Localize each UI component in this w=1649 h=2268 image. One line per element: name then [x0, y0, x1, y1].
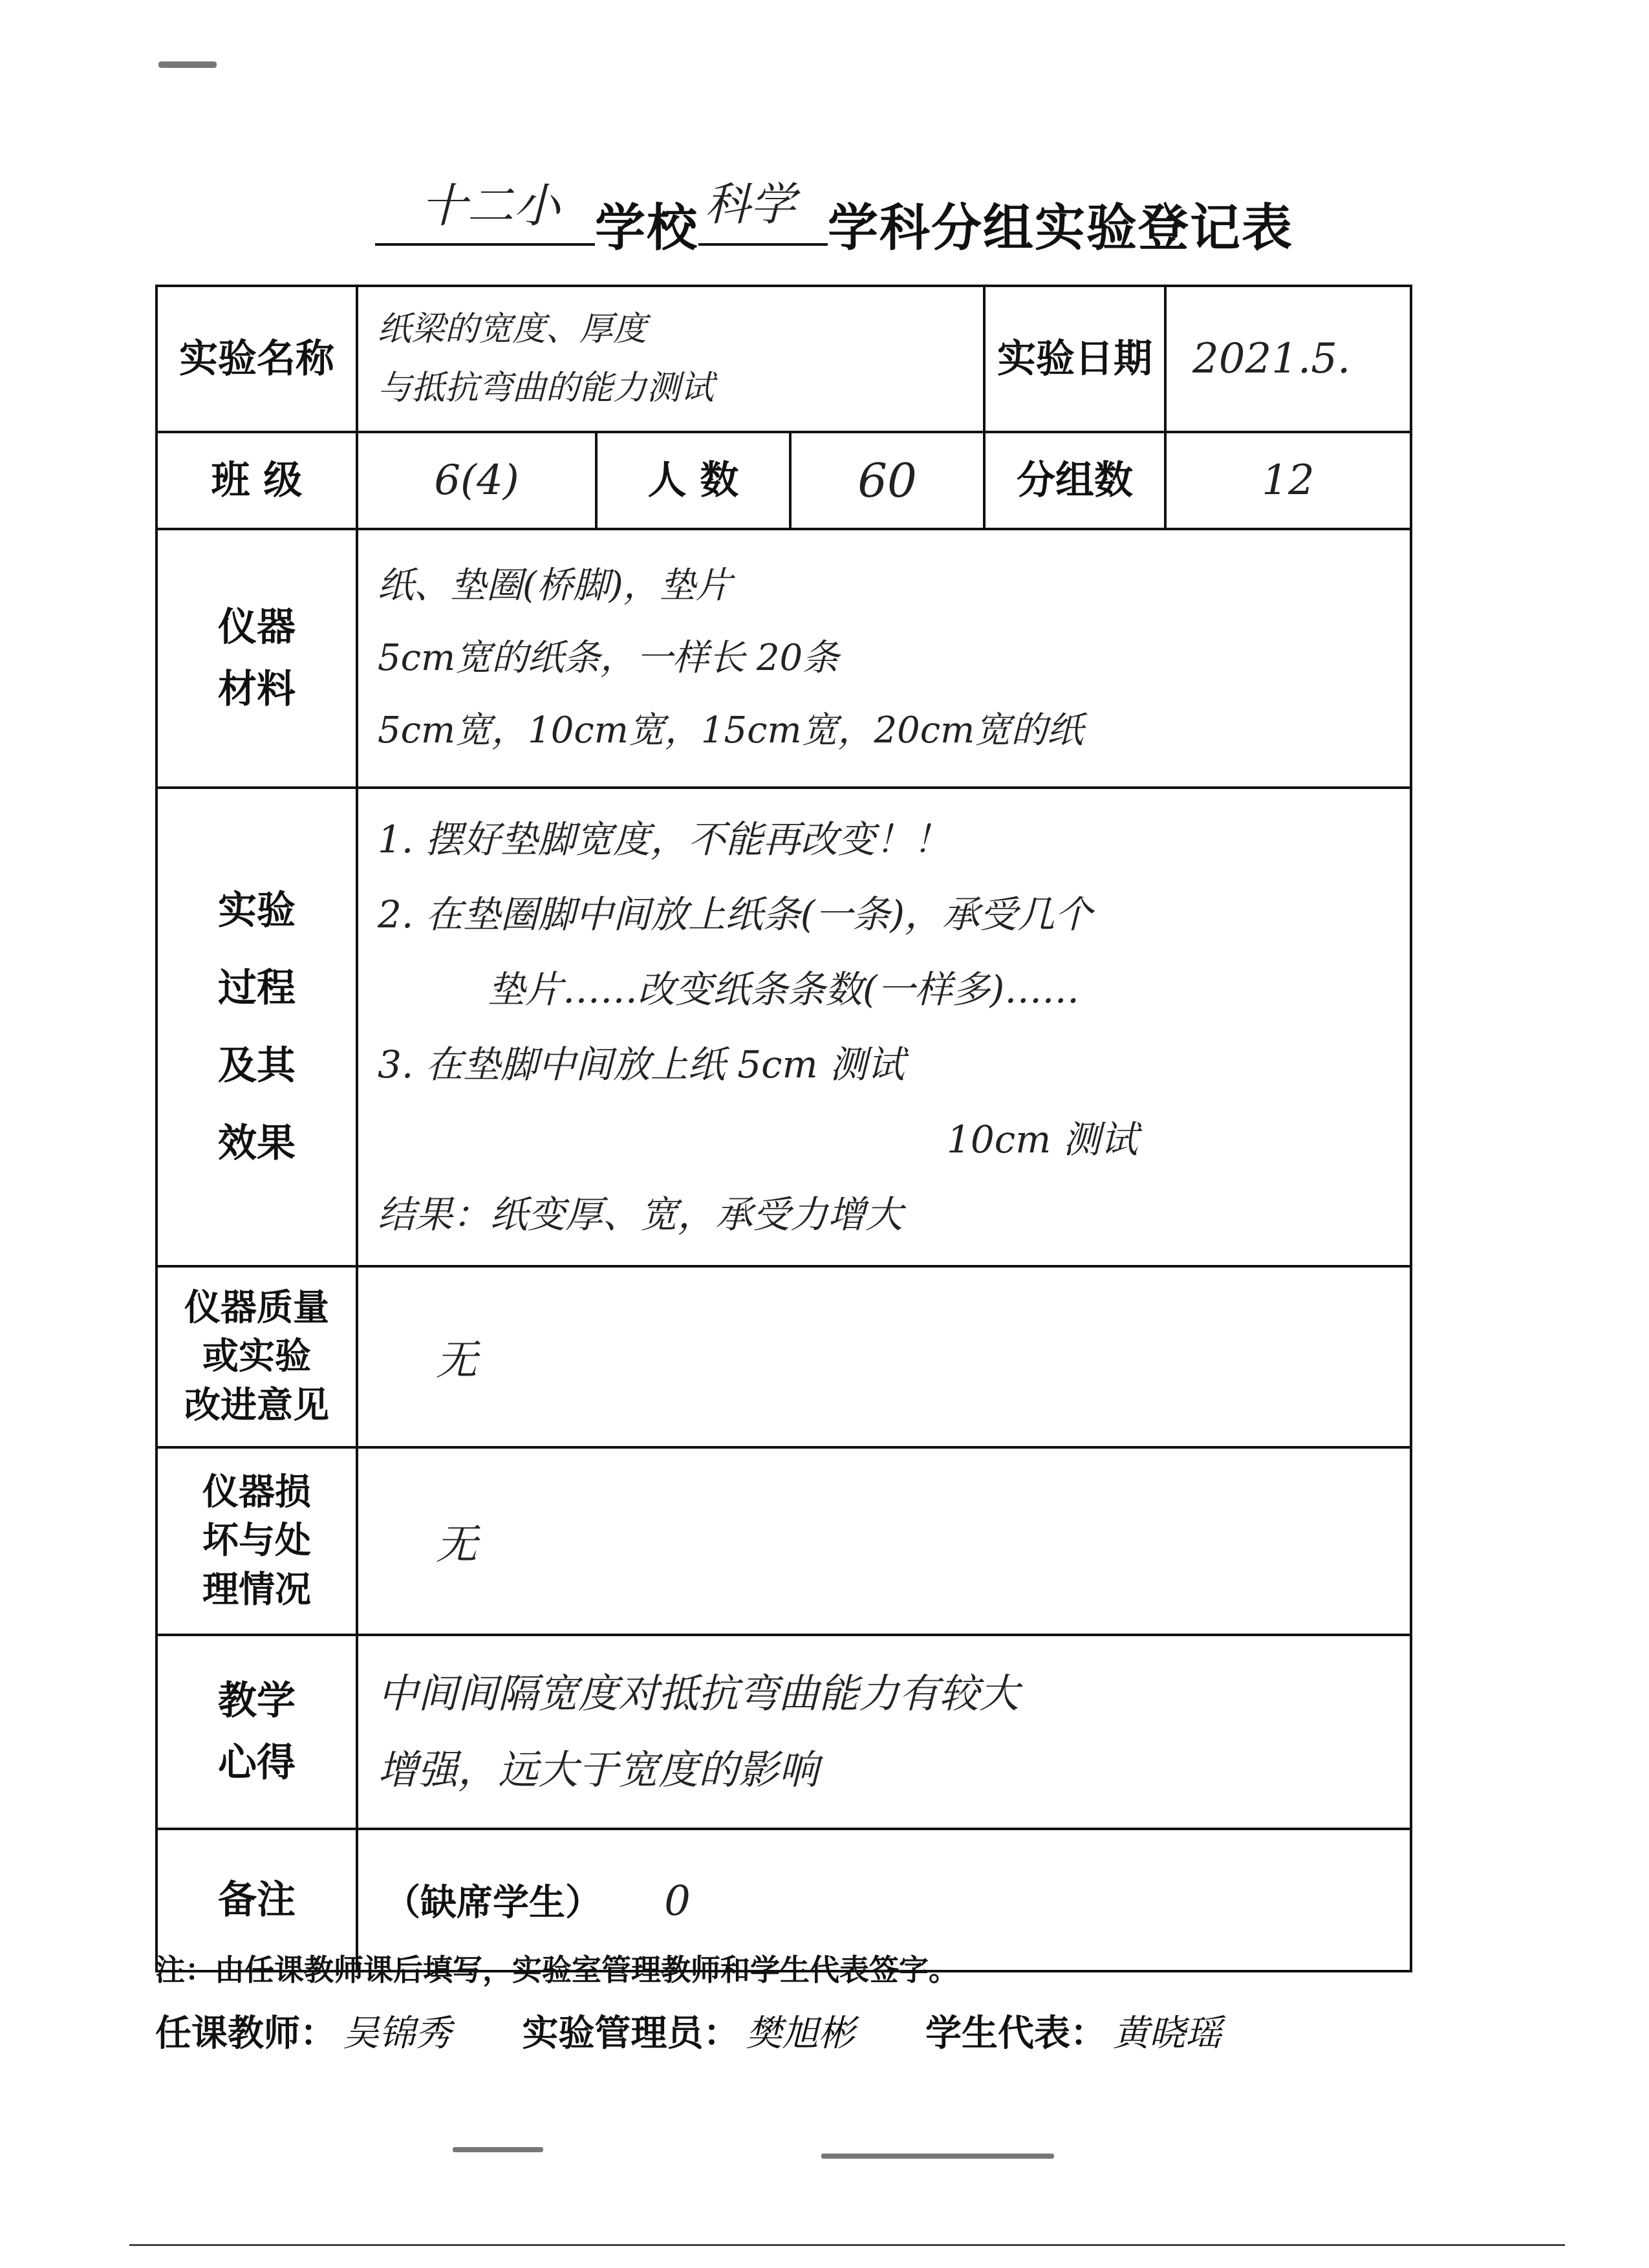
equipment-line: 纸、垫圈(桥脚)，垫片	[378, 565, 732, 607]
process-result: 结果：纸变厚、宽，承受力增大	[378, 1193, 903, 1237]
lab-admin-label: 实验管理员：	[522, 2013, 740, 2055]
equipment-line: 5cm宽的纸条，一样长 20条	[378, 637, 839, 679]
student-rep-label: 学生代表：	[925, 2013, 1106, 2055]
experiment-name-line: 与抵抗弯曲的能力测试	[378, 369, 715, 407]
quality-label-line: 改进意见	[184, 1384, 329, 1427]
process-label	[156, 788, 357, 1266]
school-underline	[375, 243, 595, 246]
damage-label-line: 理情况	[202, 1568, 311, 1611]
student-rep-signature: 黄晓瑶	[1113, 2013, 1222, 2055]
process-label-line: 及其	[218, 1043, 296, 1088]
signature-row	[155, 2005, 1222, 2057]
row-class-info	[156, 432, 1411, 529]
class-label: 班 级	[156, 432, 357, 529]
headcount-value: 60	[790, 432, 984, 529]
process-line: 10cm 测试	[947, 1118, 1138, 1161]
reflection-line: 增强，远大于宽度的影响	[378, 1746, 819, 1793]
quality-label-line: 仪器质量	[184, 1286, 329, 1329]
process-value	[357, 788, 1411, 1266]
subject-name: 科学	[705, 178, 795, 231]
reflection-label	[156, 1635, 357, 1829]
row-damage	[156, 1447, 1411, 1635]
damage-label-line: 仪器损	[202, 1471, 311, 1513]
damage-label	[156, 1447, 357, 1635]
school-suffix: 学校	[595, 199, 699, 257]
damage-label-line: 坏与处	[202, 1520, 311, 1562]
teacher-label: 任课教师：	[155, 2013, 336, 2055]
class-value: 6(4)	[357, 432, 596, 529]
process-label-line: 效果	[218, 1121, 296, 1166]
reflection-line: 中间间隔宽度对抵抗弯曲能力有较大	[378, 1670, 1020, 1718]
lab-admin-signature: 樊旭彬	[746, 2013, 855, 2055]
scan-speck	[158, 61, 217, 68]
quality-value: 无	[357, 1266, 1411, 1447]
quality-label	[156, 1266, 357, 1447]
process-line: 3. 在垫脚中间放上纸 5cm 测试	[378, 1042, 905, 1086]
absent-count: 0	[664, 1877, 691, 1925]
process-line: 垫片……改变纸条条数(一样多)……	[488, 967, 1080, 1011]
bottom-rule	[129, 2244, 1565, 2246]
equipment-label	[156, 529, 357, 788]
remarks-label: 备注	[156, 1829, 357, 1971]
scan-speck	[453, 2147, 543, 2152]
experiment-name-label: 实验名称	[156, 286, 357, 432]
row-experiment-name	[156, 286, 1411, 432]
row-equipment	[156, 529, 1411, 788]
reflection-label-line: 心得	[218, 1740, 296, 1786]
reflection-value	[357, 1635, 1411, 1829]
process-line: 2. 在垫圈脚中间放上纸条(一条)，承受几个	[378, 892, 1093, 936]
remarks-prefix: （缺席学生）	[384, 1882, 601, 1924]
subject-underline	[698, 243, 828, 246]
scan-speck	[821, 2154, 1054, 2159]
title-suffix: 学科分组实验登记表	[828, 199, 1294, 257]
process-label-line: 实验	[218, 888, 296, 933]
groups-value: 12	[1165, 432, 1411, 529]
row-process	[156, 788, 1411, 1266]
teacher-signature: 吴锦秀	[343, 2013, 451, 2055]
row-quality	[156, 1266, 1411, 1447]
experiment-name-line: 纸梁的宽度、厚度	[378, 310, 647, 349]
equipment-label-line: 材料	[218, 667, 296, 712]
school-name: 十二小	[420, 178, 561, 233]
process-line: 1. 摆好垫脚宽度，不能再改变！！	[378, 817, 951, 861]
experiment-date-label: 实验日期	[984, 286, 1165, 432]
damage-value: 无	[357, 1447, 1411, 1635]
equipment-label-line: 仪器	[218, 605, 296, 650]
experiment-date-value: 2021.5.	[1165, 286, 1411, 432]
reflection-label-line: 教学	[218, 1678, 296, 1723]
footer-note: 注：由任课教师课后填写，实验室管理教师和学生代表签字。	[155, 1952, 958, 1987]
quality-label-line: 或实验	[202, 1335, 311, 1378]
form-title	[362, 162, 1397, 265]
equipment-value	[357, 529, 1411, 788]
process-label-line: 过程	[218, 966, 296, 1011]
experiment-form-table	[155, 285, 1412, 1972]
equipment-line: 5cm宽，10cm宽，15cm宽，20cm宽的纸	[378, 709, 1084, 751]
row-reflection	[156, 1635, 1411, 1829]
experiment-name-value	[357, 286, 984, 432]
headcount-label: 人 数	[596, 432, 790, 529]
groups-label: 分组数	[984, 432, 1165, 529]
